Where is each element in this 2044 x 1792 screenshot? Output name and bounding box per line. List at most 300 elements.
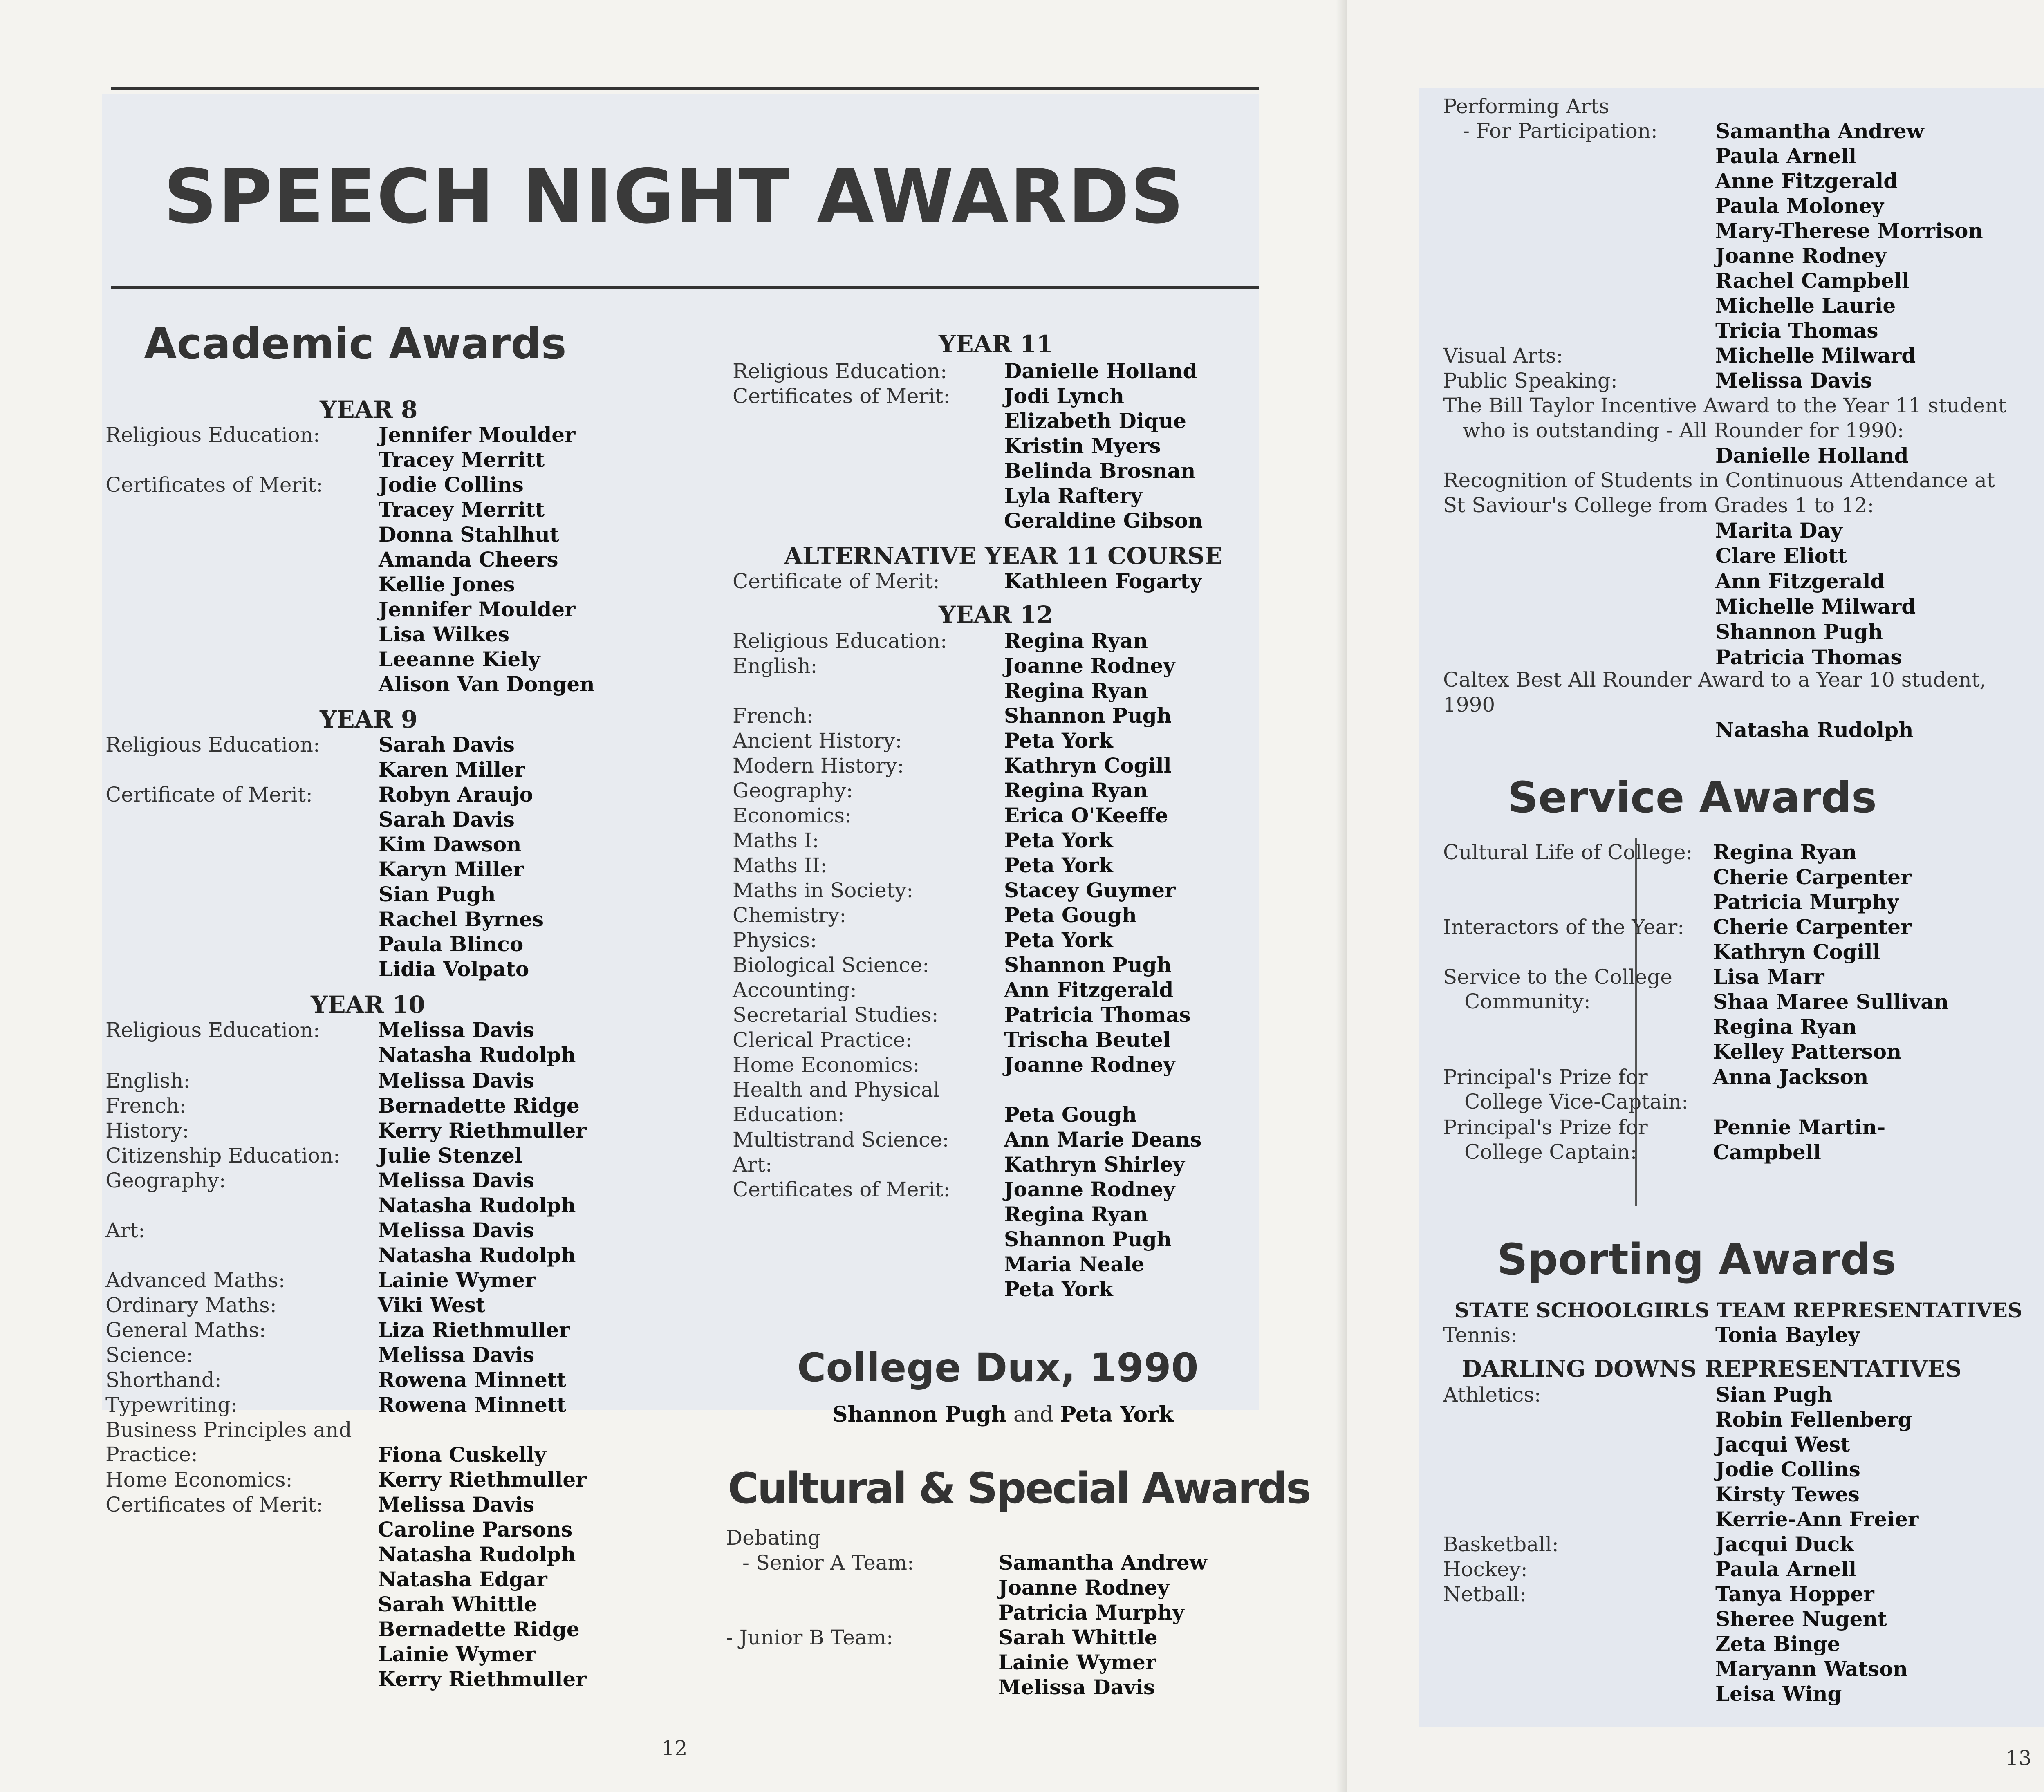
cultural-heading: Cultural & Special Awards (728, 1463, 1310, 1513)
name: Fiona Cuskelly (378, 1443, 546, 1467)
name: Rachel Campbell (1715, 269, 1910, 293)
name: Leisa Wing (1715, 1682, 1842, 1706)
dux-and: and (1013, 1402, 1053, 1427)
name: Lainie Wymer (378, 1268, 536, 1292)
names (1713, 1065, 1868, 1090)
names (378, 1467, 587, 1492)
dd-reps-heading: DARLING DOWNS REPRESENTATIVES (1462, 1355, 1962, 1382)
label: Home Economics: (733, 1053, 920, 1077)
name: Joanne Rodney (1004, 654, 1175, 678)
name: Kelley Patterson (1713, 1039, 1902, 1064)
names (1004, 803, 1168, 828)
name: Kerry Riethmuller (378, 1118, 587, 1142)
names (1004, 569, 1202, 594)
award-line: St Saviour's College from Grades 1 to 12: (1443, 493, 1874, 517)
name: Natasha Edgar (378, 1567, 547, 1591)
label (1443, 1065, 1688, 1114)
service-heading: Service Awards (1508, 773, 1877, 822)
label-line: College Vice-Captain: (1464, 1090, 1689, 1113)
name: Peta Gough (1004, 1102, 1137, 1127)
name: Joanne Rodney (1715, 244, 1887, 268)
label: Religious Education: (105, 1018, 320, 1042)
names (1713, 915, 1911, 990)
names (379, 473, 595, 697)
name: Marita Day (1715, 518, 1842, 542)
label: Biological Science: (733, 953, 930, 977)
name: Campbell (1713, 1140, 1821, 1164)
label: - Senior A Team: (742, 1551, 914, 1575)
label (733, 1077, 940, 1127)
names (378, 1368, 566, 1393)
name: Melissa Davis (378, 1068, 535, 1093)
award-name (1443, 594, 1995, 619)
label-line: Principal's Prize for (1443, 1116, 1648, 1139)
year12-heading: YEAR 12 (939, 601, 1053, 629)
label: Geography: (105, 1169, 226, 1192)
name: Maria Neale (1004, 1252, 1145, 1276)
name: Paula Arnell (1715, 144, 1857, 168)
names (1004, 703, 1172, 728)
caltex-award (1443, 668, 1986, 743)
names (378, 1143, 522, 1168)
name: Lisa Wilkes (379, 622, 509, 646)
name: Julie Stenzel (378, 1143, 522, 1167)
name: Shaa Maree Sullivan (1713, 990, 1949, 1014)
label (105, 1418, 352, 1467)
name: Samantha Andrew (998, 1550, 1207, 1575)
award-line: Caltex Best All Rounder Award to a Year 10 student, (1443, 668, 1986, 692)
names (1715, 343, 1916, 368)
name: Joanne Rodney (998, 1575, 1170, 1599)
label-line: - For Participation: (1463, 119, 1658, 143)
name: Michelle Milward (1715, 343, 1916, 367)
state-reps-heading: STATE SCHOOLGIRLS TEAM REPRESENTATIVES (1455, 1298, 2022, 1322)
label (1443, 965, 1672, 1014)
name: Sian Pugh (379, 882, 496, 906)
name: Lainie Wymer (998, 1650, 1156, 1674)
label: Visual Arts: (1443, 344, 1563, 367)
label (1443, 1115, 1648, 1164)
dux-heading: College Dux, 1990 (797, 1345, 1199, 1391)
name: Clare Eliott (1715, 544, 1847, 568)
name: Cherie Carpenter (1713, 915, 1912, 939)
label: Shorthand: (105, 1368, 222, 1392)
name: Natasha Rudolph (1715, 718, 1914, 742)
award-name (1443, 443, 2006, 468)
alt-year11-heading: ALTERNATIVE YEAR 11 COURSE (784, 542, 1223, 570)
name: Melissa Davis (998, 1675, 1155, 1699)
name: Patricia Murphy (1713, 890, 1899, 914)
label-line: Community: (1464, 990, 1591, 1013)
label: Religious Education: (105, 423, 320, 447)
names (1715, 1532, 1854, 1557)
names (1715, 1582, 1908, 1707)
name: Kellie Jones (379, 572, 515, 596)
label: Certificates of Merit: (733, 384, 950, 408)
label: Maths in Society: (733, 878, 914, 902)
label: Home Economics: (105, 1468, 293, 1492)
name: Jacqui West (1715, 1432, 1850, 1456)
name: Melissa Davis (378, 1492, 535, 1516)
name: Natasha Rudolph (378, 1043, 576, 1067)
name: Kathryn Shirley (1004, 1152, 1185, 1176)
names (1715, 368, 1872, 393)
label: Geography: (733, 779, 853, 802)
names (998, 1550, 1207, 1625)
names (1004, 1177, 1175, 1302)
name: Jodi Lynch (1004, 384, 1124, 408)
label: Debating (726, 1526, 821, 1550)
names (1004, 1127, 1201, 1152)
label-line: Education: (733, 1102, 845, 1126)
award-line: 1990 (1443, 693, 1495, 717)
names (378, 1343, 534, 1368)
name: Anne Fitzgerald (1715, 169, 1898, 193)
page-title: SPEECH NIGHT AWARDS (164, 153, 1185, 240)
names (1713, 1115, 1885, 1165)
name: Kristin Myers (1004, 434, 1161, 458)
name: Belinda Brosnan (1004, 459, 1196, 483)
label: Citizenship Education: (105, 1144, 340, 1167)
names (1004, 1003, 1191, 1028)
top-rule (111, 87, 1259, 90)
names (378, 1093, 580, 1118)
label: Physics: (733, 928, 817, 952)
label: Cultural Life of College: (1443, 840, 1693, 864)
label: Typewriting: (105, 1393, 238, 1417)
name: Natasha Rudolph (378, 1542, 576, 1566)
label: Multistrand Science: (733, 1128, 949, 1151)
name: Erica O'Keeffe (1004, 803, 1168, 827)
name: Sarah Whittle (378, 1592, 537, 1616)
name: Peta York (1004, 853, 1113, 877)
name: Sarah Whittle (998, 1625, 1158, 1649)
name: Lisa Marr (1713, 965, 1824, 989)
label: Secretarial Studies: (733, 1003, 939, 1027)
names (378, 1018, 576, 1068)
name: Leeanne Kiely (379, 647, 540, 671)
name: Patricia Murphy (998, 1600, 1184, 1624)
label: Maths II: (733, 853, 827, 877)
name: Shannon Pugh (1004, 1227, 1172, 1251)
name: Melissa Davis (378, 1018, 535, 1042)
label: Ancient History: (733, 729, 902, 753)
label: English: (105, 1069, 191, 1093)
name: Kathryn Cogill (1004, 753, 1172, 777)
label: - Junior B Team: (726, 1626, 893, 1649)
academic-heading: Academic Awards (144, 319, 567, 369)
name: Ann Marie Deans (1004, 1127, 1202, 1151)
name: Karen Miller (379, 757, 525, 782)
dux-name: Shannon Pugh (832, 1402, 1007, 1427)
label: Art: (733, 1153, 772, 1176)
names (1004, 384, 1203, 533)
dux-winners (832, 1402, 1174, 1427)
name: Kathryn Cogill (1713, 940, 1880, 964)
name: Bernadette Ridge (378, 1617, 580, 1641)
names (378, 1293, 485, 1318)
label: Ordinary Maths: (105, 1293, 277, 1317)
names (1004, 1152, 1185, 1177)
name: Rowena Minnett (378, 1393, 566, 1417)
award-line: who is outstanding - All Rounder for 1990: (1463, 419, 1904, 442)
names (1004, 359, 1197, 384)
name: Danielle Holland (1715, 444, 1909, 468)
year10-heading: YEAR 10 (311, 991, 425, 1019)
name: Elizabeth Dique (1004, 409, 1186, 433)
name: Regina Ryan (1713, 1015, 1857, 1039)
names (1713, 840, 1911, 915)
label-line: Service to the College (1443, 965, 1672, 989)
name: Peta York (1004, 828, 1113, 852)
page-number-right: 13 (2006, 1746, 2032, 1770)
names (378, 1168, 576, 1218)
name: Donna Stahlhut (379, 522, 559, 547)
name: Rowena Minnett (378, 1368, 566, 1392)
label: Certificates of Merit: (105, 473, 323, 497)
name: Bernadette Ridge (378, 1093, 580, 1118)
award-name (1443, 717, 1986, 743)
year11-heading: YEAR 11 (939, 330, 1053, 358)
names (1004, 778, 1148, 803)
names (1004, 828, 1113, 853)
name: Melissa Davis (378, 1218, 535, 1242)
label-line: Practice: (105, 1443, 198, 1466)
label: Certificates of Merit: (105, 1493, 323, 1516)
names (378, 1218, 576, 1268)
name: Patricia Thomas (1715, 645, 1902, 669)
name: Ann Fitzgerald (1715, 569, 1885, 593)
label: Economics: (733, 804, 852, 827)
name: Jennifer Moulder (379, 423, 576, 447)
dux-name: Peta York (1060, 1402, 1174, 1427)
name: Jodie Collins (379, 473, 524, 497)
name: Sian Pugh (1715, 1382, 1833, 1407)
award-name (1443, 645, 1995, 670)
name: Maryann Watson (1715, 1657, 1908, 1681)
name: Regina Ryan (1004, 778, 1148, 802)
label-line: Performing Arts (1443, 94, 1609, 118)
name: Regina Ryan (1713, 840, 1857, 864)
name: Karyn Miller (379, 857, 524, 881)
name: Peta York (1004, 928, 1113, 952)
name: Viki West (378, 1293, 486, 1317)
name: Pennie Martin- (1713, 1115, 1886, 1139)
name: Mary-Therese Morrison (1715, 219, 1983, 243)
name: Peta Gough (1004, 903, 1137, 927)
names (1004, 629, 1148, 654)
names (1004, 654, 1175, 703)
label: Science: (105, 1343, 193, 1367)
names (1715, 119, 1983, 343)
name: Trischa Beutel (1004, 1028, 1171, 1052)
name: Melissa Davis (378, 1343, 535, 1367)
year9-heading: YEAR 9 (320, 706, 418, 733)
name: Zeta Binge (1715, 1632, 1840, 1656)
name: Tracey Merritt (379, 448, 545, 472)
names (378, 1393, 566, 1418)
name: Paula Moloney (1715, 194, 1884, 218)
name: Alison Van Dongen (379, 672, 595, 696)
page-number-left: 12 (661, 1736, 688, 1760)
name: Shannon Pugh (1715, 620, 1883, 644)
label: Religious Education: (733, 629, 947, 653)
name: Patricia Thomas (1004, 1003, 1191, 1027)
name: Regina Ryan (1004, 679, 1148, 703)
name: Robin Fellenberg (1715, 1407, 1912, 1431)
names (1004, 903, 1137, 928)
label: French: (733, 704, 814, 728)
name: Peta York (1004, 728, 1113, 753)
right-page (1347, 0, 2044, 1792)
sporting-heading: Sporting Awards (1497, 1234, 1896, 1284)
names (1713, 990, 1949, 1064)
label: Tennis: (1443, 1323, 1517, 1347)
label: Modern History: (733, 754, 904, 777)
label: Religious Education: (105, 733, 320, 757)
label: Hockey: (1443, 1557, 1528, 1581)
name: Stacey Guymer (1004, 878, 1176, 902)
name: Cherie Carpenter (1713, 865, 1912, 889)
name: Tricia Thomas (1715, 318, 1878, 343)
names (1004, 1053, 1175, 1077)
label: Advanced Maths: (105, 1268, 285, 1292)
name: Tonia Bayley (1715, 1323, 1860, 1347)
names (1715, 1323, 1860, 1348)
label: Maths I: (733, 829, 819, 852)
name: Rachel Byrnes (379, 907, 544, 931)
label-line: Principal's Prize for (1443, 1065, 1648, 1089)
name: Melissa Davis (1715, 368, 1872, 392)
name: Kim Dawson (379, 832, 522, 856)
label-line: College Captain: (1464, 1140, 1637, 1164)
names (378, 1318, 570, 1343)
label: Certificate of Merit: (105, 783, 313, 806)
names (1004, 853, 1113, 878)
label: Certificates of Merit: (733, 1178, 950, 1201)
label: French: (105, 1094, 186, 1118)
name: Shannon Pugh (1004, 953, 1172, 977)
name: Sarah Davis (379, 732, 515, 757)
name: Jodie Collins (1715, 1457, 1860, 1481)
name: Melissa Davis (378, 1168, 535, 1192)
names (998, 1625, 1158, 1700)
name: Lidia Volpato (379, 957, 529, 981)
label-line: Health and Physical (733, 1078, 940, 1102)
label: Clerical Practice: (733, 1028, 912, 1052)
names (1004, 953, 1172, 978)
name: Paula Arnell (1715, 1557, 1857, 1581)
name: Danielle Holland (1004, 359, 1197, 383)
name: Regina Ryan (1004, 1202, 1148, 1226)
award-line: The Bill Taylor Incentive Award to the Year 11 student (1443, 394, 2006, 417)
label: History: (105, 1119, 189, 1142)
names (378, 1492, 587, 1692)
name: Regina Ryan (1004, 629, 1148, 653)
name: Jacqui Duck (1715, 1532, 1854, 1556)
label: Public Speaking: (1443, 369, 1618, 392)
name: Tanya Hopper (1715, 1582, 1874, 1606)
name: Lyla Raftery (1004, 484, 1143, 508)
name: Kerry Riethmuller (378, 1667, 587, 1691)
name: Natasha Rudolph (378, 1193, 576, 1217)
label-line: Business Principles and (105, 1418, 352, 1442)
name: Liza Riethmuller (378, 1318, 570, 1342)
names (1004, 978, 1173, 1003)
label: Chemistry: (733, 903, 847, 927)
names (1004, 753, 1172, 778)
names (379, 423, 575, 473)
label: English: (733, 654, 818, 678)
name: Paula Blinco (379, 932, 524, 956)
name: Amanda Cheers (379, 547, 558, 571)
names (379, 732, 525, 782)
names (1715, 1382, 1918, 1532)
name: Joanne Rodney (1004, 1177, 1175, 1201)
names (378, 1443, 546, 1467)
label: Athletics: (1443, 1383, 1541, 1407)
award-name (1443, 619, 1995, 645)
label: Art: (105, 1219, 145, 1242)
title-rule (111, 286, 1259, 289)
name: Caroline Parsons (378, 1517, 573, 1541)
award-name (1443, 543, 1995, 569)
label: Religious Education: (733, 359, 947, 383)
name: Jennifer Moulder (379, 597, 576, 621)
label: Interactors of the Year: (1443, 915, 1685, 939)
label: General Maths: (105, 1318, 266, 1342)
label: Certificate of Merit: (733, 569, 940, 593)
name: Geraldine Gibson (1004, 508, 1203, 533)
names (1004, 1028, 1171, 1053)
name: Joanne Rodney (1004, 1053, 1175, 1077)
names (1004, 928, 1113, 953)
name: Kirsty Tewes (1715, 1482, 1860, 1506)
label (1443, 94, 1658, 143)
year8-heading: YEAR 8 (320, 396, 418, 423)
name: Natasha Rudolph (378, 1243, 576, 1267)
award-line: Recognition of Students in Continuous Attendance at (1443, 468, 1995, 492)
name: Sheree Nugent (1715, 1607, 1887, 1631)
attendance-award (1443, 468, 1995, 670)
name: Robyn Araujo (379, 782, 533, 806)
names (1004, 728, 1113, 753)
names (1004, 878, 1175, 903)
names (379, 782, 544, 982)
label: Basketball: (1443, 1532, 1559, 1556)
label: Accounting: (733, 978, 857, 1002)
names (378, 1268, 536, 1293)
name: Sarah Davis (379, 807, 515, 831)
name: Michelle Milward (1715, 594, 1916, 618)
name: Tracey Merritt (379, 497, 545, 522)
name: Kerry Riethmuller (378, 1467, 587, 1492)
name: Michelle Laurie (1715, 293, 1896, 318)
name: Kerrie-Ann Freier (1715, 1507, 1919, 1531)
names (378, 1068, 534, 1093)
name: Shannon Pugh (1004, 703, 1172, 728)
names (1715, 1557, 1856, 1582)
bill-taylor-award (1443, 393, 2006, 468)
name: Ann Fitzgerald (1004, 978, 1174, 1002)
name: Samantha Andrew (1715, 119, 1924, 143)
name: Peta York (1004, 1277, 1113, 1301)
name: Lainie Wymer (378, 1642, 536, 1666)
name: Kathleen Fogarty (1004, 569, 1202, 593)
name: Anna Jackson (1713, 1065, 1869, 1089)
names (1004, 1102, 1137, 1127)
names (378, 1118, 587, 1143)
